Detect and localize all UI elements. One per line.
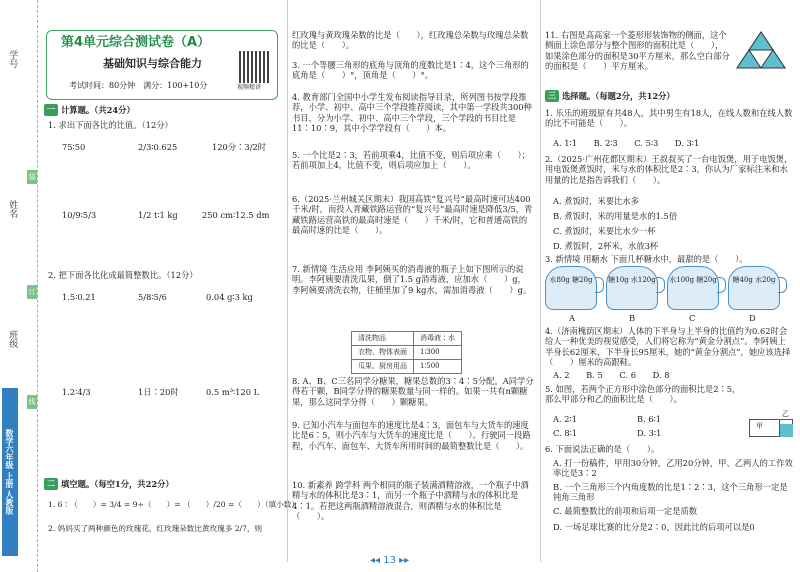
section-title: 选择题。（每题2分，共12分） bbox=[562, 90, 675, 101]
question-text: 1. 求出下面各比的比值。（12分） bbox=[48, 120, 173, 130]
column-3 bbox=[540, 0, 796, 562]
student-id-label: 学号 bbox=[7, 50, 18, 68]
option: C. 煮饭时，米要比水少一杯 bbox=[553, 226, 656, 236]
binding-sidebar bbox=[0, 0, 38, 572]
section-header bbox=[545, 90, 675, 102]
option: D. 3∶1 bbox=[637, 428, 662, 438]
option: B. 6∶1 bbox=[637, 414, 662, 424]
question-text: 2.（2025·广州花都区期末）王叔叔买了一台电饭煲，用于电饭煲，用电饭煲煮饭时，米与水的体积比是2∶3，你认为厂家标注米和水用量的比是指告诉我们（ ）。 bbox=[545, 154, 793, 185]
option: D. 一场足球比赛的比分是2∶0，因此比的后项可以是0 bbox=[553, 522, 755, 532]
question-text: 8. A、B、C三名同学分糖果，糖果总数的3∶4∶5分配。A同学分得若干颗，B同学分得的糖果数量与同一样的。如果一共有n颗糖果，那么这同学分得（ ）颗糖果。 bbox=[292, 376, 534, 407]
dilution-table bbox=[351, 331, 462, 374]
problem: 0.04 g∶3 kg bbox=[206, 292, 253, 302]
squares-figure bbox=[749, 410, 793, 437]
problem: 120分∶3/2时 bbox=[212, 142, 267, 152]
qr-label: 视频精讲 bbox=[237, 84, 262, 91]
page-number: ◂◂ 13 ▸▸ bbox=[370, 555, 410, 566]
title-box bbox=[46, 30, 278, 100]
jug-option-d: 糖40g 水20g bbox=[728, 266, 780, 310]
qr-code-icon[interactable] bbox=[239, 51, 271, 83]
class-label: 班级 bbox=[7, 330, 18, 348]
option: C. 8∶1 bbox=[553, 428, 578, 438]
problem: 1日∶20时 bbox=[138, 387, 179, 397]
section-number: 三 bbox=[545, 90, 559, 102]
exam-meta: 考试时间：80分钟 满分：100+10分 bbox=[69, 81, 208, 90]
jug-option-a: 水80g 糖20g bbox=[545, 266, 597, 310]
problem: 1.2∶4/3 bbox=[62, 387, 91, 397]
question-text: 3. 一个等腰三角形的底角与顶角的度数比是1∶4，这个三角形的底角是（ ）°，顶角是（ ）°。 bbox=[292, 60, 529, 81]
jug-option-c: 水100g 糖20g bbox=[667, 266, 719, 310]
problem: 75∶50 bbox=[62, 142, 86, 152]
question-text: 2. 妈妈买了两种颜色的玫瑰花，红玫瑰朵数比黄玫瑰多 2/7，则 bbox=[48, 524, 263, 533]
label-yi: 乙 bbox=[782, 410, 789, 418]
brand-strip: 数学六年级 上册 人教版 bbox=[2, 388, 18, 556]
section-title: 填空题。（每空1分，共22分） bbox=[61, 478, 174, 489]
option: B. 煮饭时，米的用量是水的1.5倍 bbox=[553, 211, 678, 221]
table-row: 瓜果、厨房用品 1∶500 bbox=[352, 360, 462, 374]
table-header: 消毒液∶水 bbox=[414, 332, 462, 346]
question-text: 5. 一个比是2∶3，若前项乘4，比值不变，则后项应乘（ ）；若前项加上4，比值不变，则后项应加上（ ）。 bbox=[292, 150, 530, 171]
options: A. 2 B. 5 C. 6 D. 8 bbox=[553, 370, 670, 380]
binding-tab: 订 bbox=[27, 285, 37, 299]
column-1 bbox=[42, 0, 299, 562]
option: D. 煮饭时，2杯米，水放3杯 bbox=[553, 241, 659, 251]
section-title: 计算题。（共24分） bbox=[61, 104, 135, 115]
question-text: 4.（济南槐荫区期末）人体的下半身与上半身的比值约为0.62时会给人一种优美的视觉感受，人们将它称为“黄金分割点”。李阿姨上半身长62厘米，下半身长95厘米，她的“黄金分割点”，她应该选择（ ）厘米的高跟鞋。 bbox=[545, 326, 791, 368]
option: A. 2∶1 bbox=[553, 414, 577, 424]
binding-tab: 线 bbox=[27, 395, 37, 409]
problem: 1.5∶0.21 bbox=[62, 292, 96, 302]
option: A. 煮饭时，米要比水多 bbox=[553, 196, 639, 206]
question-text: 3. 新情境 用糖水 下面几杯糖水中，最甜的是（ ）。 bbox=[545, 254, 748, 264]
option-letter: A bbox=[569, 313, 575, 323]
question-text: 1. 6∶（ ）= 3/4 = 9÷（ ）= （ ）/20 =（ ）（填小数） bbox=[48, 500, 299, 509]
question-text: 9. 已知小汽车与面包车的速度比是4∶3，面包车与大货车的速度比是6∶5，则小汽车与大货车的速度比是（ ）。行驶同一段路程，小汽车、面包车、大货车所用时间的最简整数比是（ ）。 bbox=[292, 420, 531, 451]
question-text: 11. 右图是高高家一个菱形形装饰物的侧面，这个侧面上涂色部分与整个图形的面积比是（ ），如果涂色部分的面积是30平方厘米，那么空白部分的面积是（ ）平方厘米。 bbox=[545, 30, 730, 72]
binding-tab: 装 bbox=[27, 170, 37, 184]
sugar-water-jugs bbox=[545, 266, 780, 310]
problem: 0.5 m³∶120 L bbox=[206, 387, 260, 397]
table-row: 衣物、物体表面 1∶300 bbox=[352, 346, 462, 360]
rhombus-figure-icon bbox=[735, 30, 787, 70]
question-text: 6.（2025·兰州城关区期末）我国高铁“复兴号”最高时速可达400千米/时，而投入青藏铁路运营的“复兴号”最高时速是降低3/5，青藏铁路运营高铁的最高时速是（ ）千米/时，它和普通高铁的最高时速的比是（ ）。 bbox=[292, 194, 533, 236]
section-number: 二 bbox=[44, 478, 58, 490]
section-number: 一 bbox=[44, 104, 58, 116]
option: B. 一个三角形三个内角度数的比是1∶2∶3，这个三角形一定是钝角三角形 bbox=[553, 482, 788, 503]
option-letter: C bbox=[689, 313, 696, 323]
section-header bbox=[44, 478, 174, 490]
question-text: 1. 乐乐的班级原有共48人，其中男生有18人，在线人数和在线人数的比不可能是（ ）。 bbox=[545, 108, 793, 129]
question-text: 5. 如图，若两个正方形中涂色部分的面积比是2∶5，那么甲部分和乙的面积比是（ ）。 bbox=[545, 384, 741, 405]
problem: 1/2 t∶1 kg bbox=[138, 210, 178, 220]
question-text: 4. 教育部门全国中小学生发布阅读指导目录，所列图书按学段推荐，小学、初中、高中三个学段推荐阅读，其中第一学段共300种书目，分为小学、初中、高中三个学段，三个学段的书目比是11∶10∶9，其中小学学段有（ ）本。 bbox=[292, 92, 532, 134]
problem: 10/9∶5/3 bbox=[62, 210, 97, 220]
options: A. 1∶1 B. 2∶3 C. 5∶3 D. 3∶1 bbox=[553, 138, 700, 148]
option: A. 打一份稿件，甲用30分钟，乙用20分钟，甲、乙两人的工作效率比是3∶2 bbox=[553, 458, 793, 479]
column-2 bbox=[287, 0, 535, 562]
problem: 5/8∶5/6 bbox=[138, 292, 167, 302]
name-label: 姓名 bbox=[7, 200, 18, 218]
option-letter: B bbox=[629, 313, 636, 323]
problem: 250 cm∶12.5 dm bbox=[202, 210, 270, 220]
page-title: 第4单元综合测试卷（A） bbox=[61, 35, 211, 50]
question-text: 6. 下面说法正确的是（ ）。 bbox=[545, 444, 660, 454]
option-letter: D bbox=[749, 313, 756, 323]
question-text: 2. 把下面各比化成最简整数比。（12分） bbox=[48, 270, 198, 280]
table-header: 清洗物品 bbox=[352, 332, 414, 346]
section-header bbox=[44, 104, 135, 116]
question-text: 7. 新情境 生活应用 李阿姨买的消毒液的瓶子上如下图所示的说明。李阿姨要清洗瓜果，倒了1.5 g消毒液，应加水（ ）g，李阿姨要清洗衣物，往桶里加了9 kg水，需加消毒液（ ）g。 bbox=[292, 264, 532, 295]
page-subtitle: 基础知识与综合能力 bbox=[103, 57, 202, 70]
problem: 2/3∶0.625 bbox=[138, 142, 178, 152]
label-jia: 甲 bbox=[756, 422, 763, 430]
option: C. 最简整数比的前项和后项一定是质数 bbox=[553, 506, 698, 516]
question-text: 红玫瑰与黄玫瑰朵数的比是（ ），红玫瑰总朵数与玫瑰总朵数的比是（ ）。 bbox=[292, 30, 529, 51]
jug-option-b: 糖10g 水120g bbox=[606, 266, 658, 310]
question-text: 10. 新素养 跨学科 两个相同的瓶子装满酒精溶液，一个瓶子中酒精与水的体积比是3∶1，而另一个瓶子中酒精与水的体积比是4∶1。若把这两瓶酒精溶液混合，则酒精与水的体积比是（ ）。 bbox=[292, 480, 529, 522]
